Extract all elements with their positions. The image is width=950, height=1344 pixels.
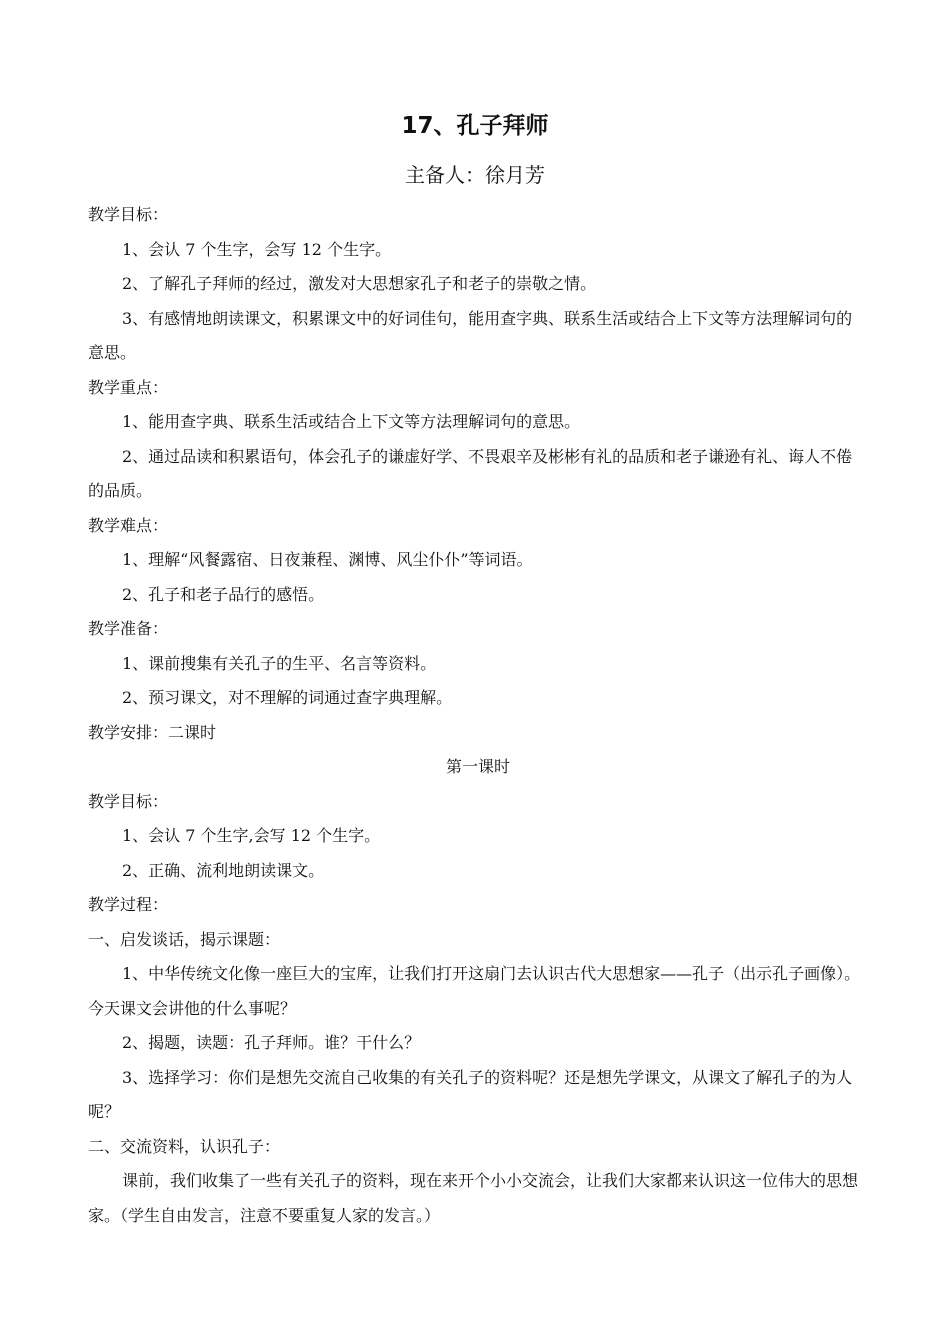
- list-item: 1、会认 7 个生字，会写 12 个生字。: [122, 239, 392, 259]
- list-item: 3、有感情地朗读课文，积累课文中的好词佳句，能用查字典、联系生活或结合上下文等方法理解词句的意思。: [88, 308, 853, 362]
- list-item: 2、了解孔子拜师的经过，激发对大思想家孔子和老子的崇敬之情。: [122, 274, 597, 293]
- section-heading: 二、交流资料，认识孔子：: [88, 1136, 281, 1156]
- list-item: 2、孔子和老子品行的感悟。: [122, 584, 325, 604]
- section-heading: 教学目标：: [88, 205, 169, 224]
- list-item: 2、揭题，读题：孔子拜师。谁？干什么？: [122, 1033, 421, 1052]
- document-title: 17、孔子拜师: [401, 113, 549, 139]
- list-item: 1、中华传统文化像一座巨大的宝库，让我们打开这扇门去认识古代大思想家——孔子（出示孔子画像）。今天课文会讲他的什么事呢？: [88, 964, 861, 1018]
- list-item: 3、选择学习：你们是想先交流自己收集的有关孔子的资料呢？还是想先学课文，从课文了解孔子的为人呢？: [88, 1067, 853, 1121]
- section-heading: 教学目标：: [88, 791, 169, 811]
- list-item: 2、正确、流利地朗读课文。: [122, 860, 325, 880]
- section-heading: 教学重点：: [88, 377, 169, 397]
- list-item: 1、课前搜集有关孔子的生平、名言等资料。: [122, 653, 437, 673]
- section-heading: 教学准备：: [88, 619, 169, 638]
- list-item: 1、会认 7 个生字,会写 12 个生字。: [122, 826, 381, 845]
- list-item: 1、能用查字典、联系生活或结合上下文等方法理解词句的意思。: [122, 412, 581, 431]
- section-heading: 教学过程：: [88, 895, 169, 914]
- list-item: 1、理解“风餐露宿、日夜兼程、渊博、风尘仆仆”等词语。: [122, 550, 533, 569]
- list-item: 2、通过品读和积累语句，体会孔子的谦虚好学、不畏艰辛及彬彬有礼的品质和老子谦逊有礼、诲人不倦的品质。: [88, 446, 853, 500]
- section-heading: 一、启发谈话，揭示课题：: [88, 929, 281, 949]
- paragraph: 课前，我们收集了一些有关孔子的资料，现在来开个小小交流会，让我们大家都来认识这一位伟大的思想家。（学生自由发言，注意不要重复人家的发言。）: [88, 1171, 859, 1225]
- section-heading: 教学难点：: [88, 515, 169, 535]
- subsection-title: 第一课时: [445, 757, 510, 776]
- document-author: 主备人：徐月芳: [405, 163, 545, 187]
- document-body: [88, 198, 868, 1233]
- section-heading: 教学安排：二课时: [88, 722, 217, 742]
- list-item: 2、预习课文，对不理解的词通过查字典理解。: [122, 688, 453, 707]
